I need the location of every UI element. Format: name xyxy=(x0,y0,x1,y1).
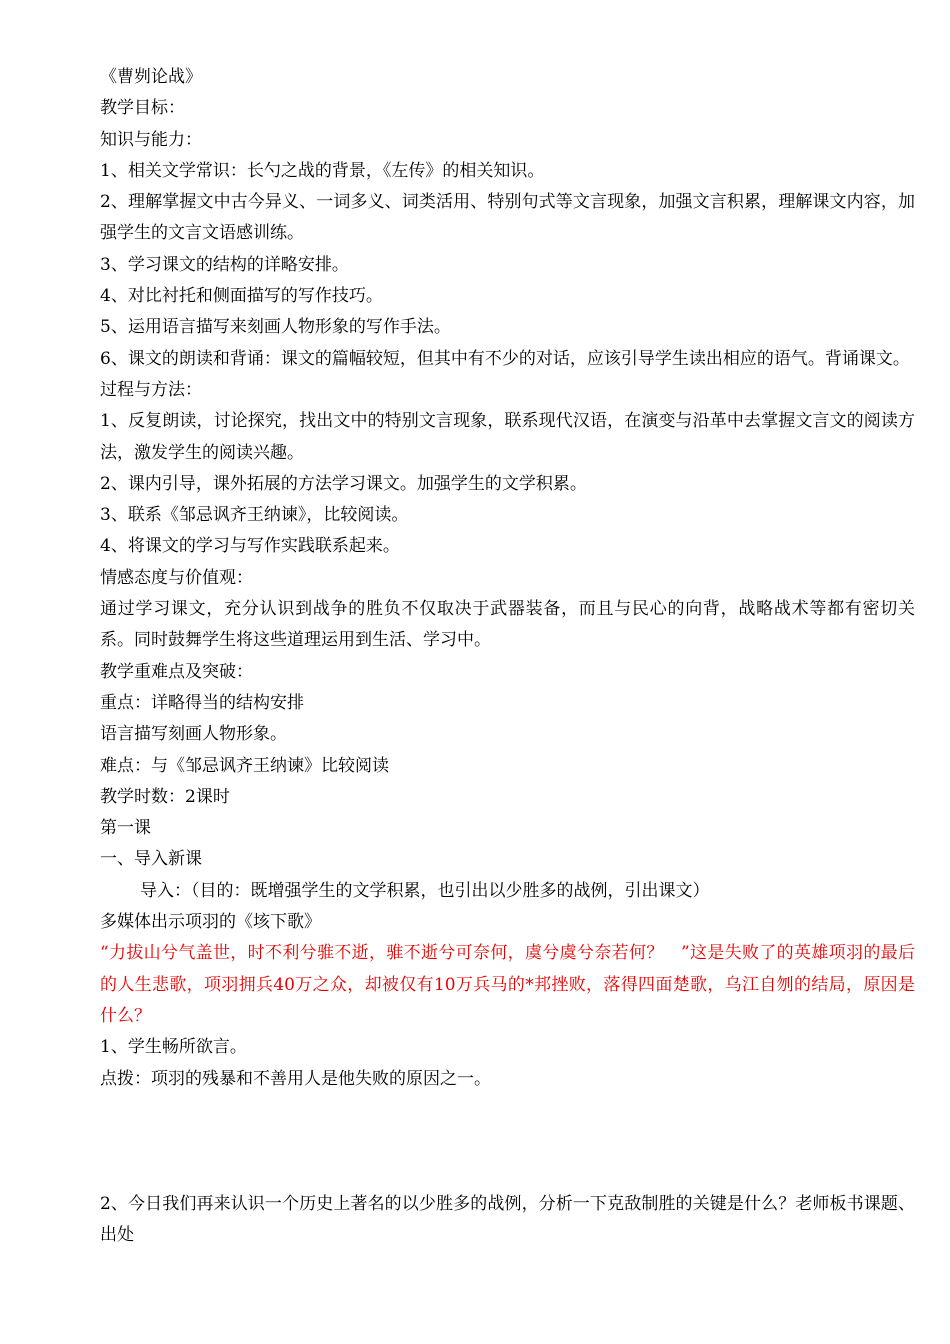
process-item: 1、反复朗读，讨论探究，找出文中的特别文言现象，联系现代汉语，在演变与沿革中去掌握文言文的阅读方法，激发学生的阅读兴趣。 xyxy=(100,411,915,463)
process-item: 4、将课文的学习与写作实践联系起来。 xyxy=(100,536,400,557)
knowledge-item: 6、课文的朗读和背诵：课文的篇幅较短，但其中有不少的对话，应该引导学生读出相应的语气。背诵课文。 xyxy=(100,348,910,369)
knowledge-item: 4、对比衬托和侧面描写的写作技巧。 xyxy=(100,286,383,307)
step-two-paragraph: 2、今日我们再来认识一个历史上著名的以少胜多的战例，分析一下克敌制胜的关键是什么？老师板书课题、出处 xyxy=(100,1193,915,1246)
emotion-paragraph: 通过学习课文，充分认识到战争的胜负不仅取决于武器装备，而且与民心的向背，战略战术等都有密切关系。同时鼓舞学生将这些道理运用到生活、学习中。 xyxy=(100,599,915,651)
key-heading: 教学重难点及突破： xyxy=(100,661,253,682)
intro-line: 导入：（目的：既增强学生的文学积累，也引出以少胜多的战例，引出课文） xyxy=(140,880,710,901)
student-answer: 1、学生畅所欲言。 xyxy=(100,1037,247,1058)
guidance-line: 点拨：项羽的残暴和不善用人是他失败的原因之一。 xyxy=(100,1068,491,1089)
key-point: 重点：详略得当的结构安排 xyxy=(100,692,304,713)
blank-space xyxy=(100,1095,915,1189)
document-title: 《曹刿论战》 xyxy=(100,67,202,87)
highlighted-poem-paragraph: “力拔山兮气盖世，时不利兮骓不逝，骓不逝兮可奈何，虞兮虞兮奈若何？ ”这是失败了的英雄项羽的最后的人生悲歌，项羽拥兵40万之众，却被仅有10万兵马的*邦挫败，落得四面楚歌，乌江自刎的结局，原因是什么？ xyxy=(100,943,915,1026)
section-heading: 一、导入新课 xyxy=(100,849,202,870)
process-item: 3、联系《邹忌讽齐王纳谏》，比较阅读。 xyxy=(100,505,409,526)
teaching-hours: 教学时数：2课时 xyxy=(100,786,230,807)
document-page xyxy=(100,62,915,1251)
knowledge-item: 3、学习课文的结构的详略安排。 xyxy=(100,254,349,275)
emotion-heading: 情感态度与价值观： xyxy=(100,567,253,588)
knowledge-item: 1、相关文学常识：长勺之战的背景，《左传》的相关知识。 xyxy=(100,160,545,181)
knowledge-heading: 知识与能力： xyxy=(100,129,202,150)
process-item: 2、课内引导，课外拓展的方法学习课文。加强学生的文学积累。 xyxy=(100,473,587,494)
multimedia-line: 多媒体出示项羽的《垓下歌》 xyxy=(100,912,321,933)
lesson-heading: 第一课 xyxy=(100,818,151,839)
knowledge-item: 5、运用语言描写来刻画人物形象的写作手法。 xyxy=(100,317,451,338)
knowledge-item: 2、理解掌握文中古今异义、一词多义、词类活用、特别句式等文言现象，加强文言积累，理解课文内容，加强学生的文言文语感训练。 xyxy=(100,192,915,244)
objectives-heading: 教学目标： xyxy=(100,98,185,119)
process-heading: 过程与方法： xyxy=(100,379,202,400)
key-point-detail: 语言描写刻画人物形象。 xyxy=(100,724,287,745)
difficult-point: 难点：与《邹忌讽齐王纳谏》比较阅读 xyxy=(100,755,389,776)
